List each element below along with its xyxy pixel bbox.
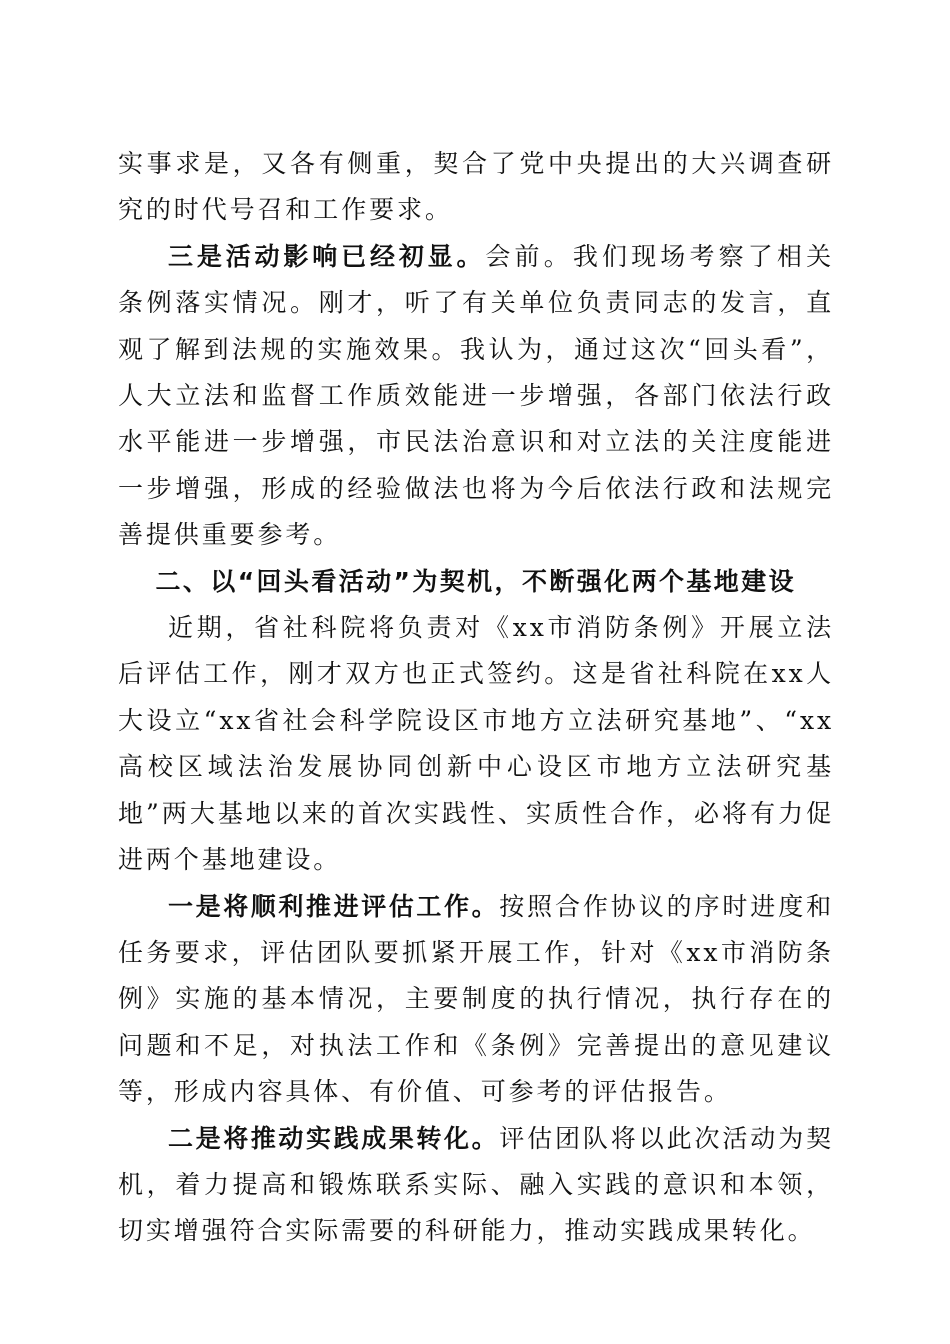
paragraph-recent-text: 近期，省社科院将负责对《xx市消防条例》开展立法后评估工作，刚才双方也正式签约。这是省社科院在xx人大设立“xx省社会科学院设区市地方立法研究基地”、“xx高校区域法治发展协同创新中心设区市地方立法研究基地”两大基地以来的首次实践性、实质性合作，必将有力促进两个基地建设。 [118, 613, 834, 875]
section-heading-two: 二、以“回头看活动”为契机，不断强化两个基地建设 [155, 566, 796, 596]
paragraph-evaluation-text: 按照合作协议的序时进度和任务要求，评估团队要抓紧开展工作，针对《xx市消防条例》实施的基本情况，主要制度的执行情况，执行存在的问题和不足，对执法工作和《条例》完善提出的意见建议等，形成内容具体、有价值、可参考的评估报告。 [118, 891, 835, 1107]
paragraph-continuation [118, 141, 834, 234]
paragraph-transformation-text: 评估团队将以此次活动为契机，着力提高和锻炼联系实际、融入实践的意识和本领，切实增强符合实际需要的科研能力，推动实践成果转化。 [118, 1123, 835, 1246]
paragraph-transformation-lead: 二是将推动实践成果转化。 [168, 1123, 500, 1153]
paragraph-impact [118, 234, 834, 559]
paragraph-recent [118, 605, 834, 883]
paragraph-evaluation [118, 884, 834, 1116]
document-body [118, 141, 834, 1255]
paragraph-evaluation-lead: 一是将顺利推进评估工作。 [168, 891, 500, 921]
paragraph-impact-text: 会前。我们现场考察了相关条例落实情况。刚才，听了有关单位负责同志的发言，直观了解到法规的实施效果。我认为，通过这次“回头看”，人大立法和监督工作质效能进一步增强，各部门依法行政水平能进一步增强，市民法治意识和对立法的关注度能进一步增强，形成的经验做法也将为今后依法行政和法规完善提供重要参考。 [118, 241, 834, 550]
paragraph-transformation [118, 1116, 834, 1255]
paragraph-continuation-text: 实事求是，又各有侧重，契合了党中央提出的大兴调查研究的时代号召和工作要求。 [118, 149, 834, 225]
paragraph-impact-lead: 三是活动影响已经初显。 [168, 241, 486, 271]
